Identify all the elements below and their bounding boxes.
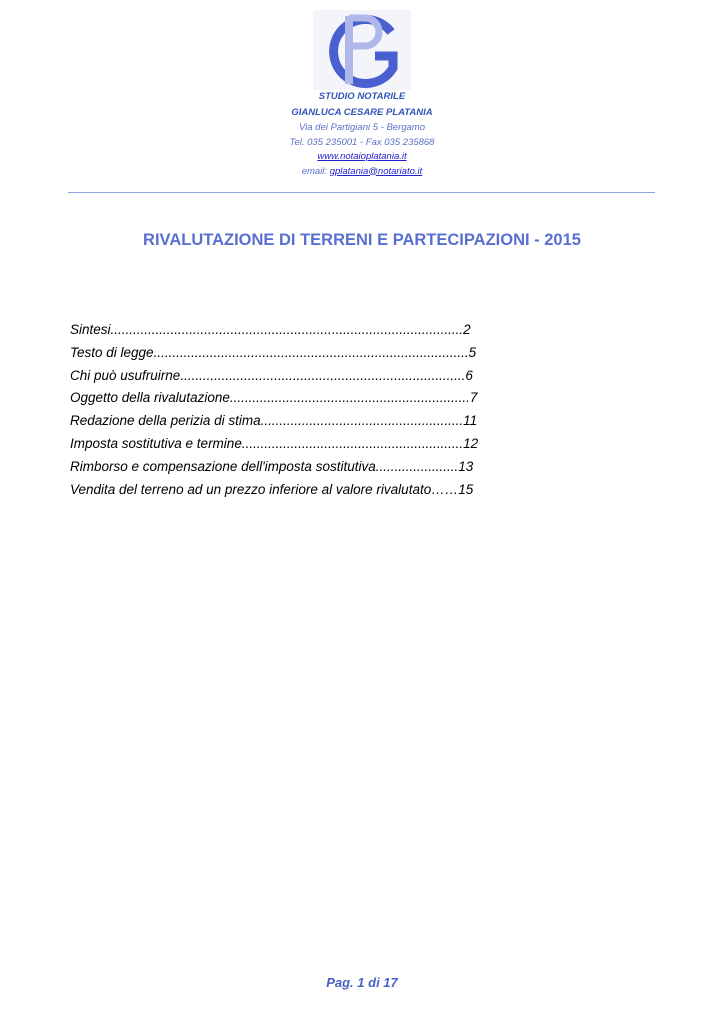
toc-entry-perizia[interactable]: Redazione della perizia di stima......................................................11 xyxy=(70,413,478,429)
contact-block xyxy=(0,121,724,179)
email-line xyxy=(0,165,724,180)
firm-line-notary: GIANLUCA CESARE PLATANIA xyxy=(291,107,433,118)
email-link[interactable]: gplatania@notariato.it xyxy=(329,165,423,177)
toc-entry-oggetto[interactable]: Oggetto della rivalutazione................................................................7 xyxy=(70,390,478,406)
toc-entry-imposta[interactable]: Imposta sostitutiva e termine...........................................................12 xyxy=(70,435,479,451)
table-of-contents xyxy=(70,319,490,501)
toc-entry-chi-puo-usufruirne[interactable]: Chi può usufruirne............................................................................6 xyxy=(70,367,473,383)
header-divider xyxy=(68,192,655,193)
toc-entry-rimborso[interactable]: Rimborso e compensazione dell'imposta sostitutiva......................13 xyxy=(70,458,474,474)
website-link[interactable]: www.notaioplatania.it xyxy=(317,151,407,162)
firm-name xyxy=(0,89,724,121)
page-number: Pag. 1 di 17 xyxy=(326,975,398,990)
address-line: Via dei Partigiani 5 - Bergamo xyxy=(298,122,426,133)
firm-line-studio: STUDIO NOTARILE xyxy=(318,91,406,102)
toc-entry-vendita[interactable]: Vendita del terreno ad un prezzo inferiore al valore rivalutato……15 xyxy=(70,481,474,497)
toc-entry-sintesi[interactable]: Sintesi..............................................................................................2 xyxy=(70,322,471,337)
toc-entry-testo-di-legge[interactable]: Testo di legge....................................................................................5 xyxy=(70,344,477,360)
email-label: email: xyxy=(301,165,330,177)
document-title: RIVALUTAZIONE DI TERRENI E PARTECIPAZIONI - 2015 xyxy=(143,231,581,249)
phone-fax-line: Tel. 035 235001 - Fax 035 235868 xyxy=(289,136,435,148)
pg-monogram-logo xyxy=(313,10,411,90)
